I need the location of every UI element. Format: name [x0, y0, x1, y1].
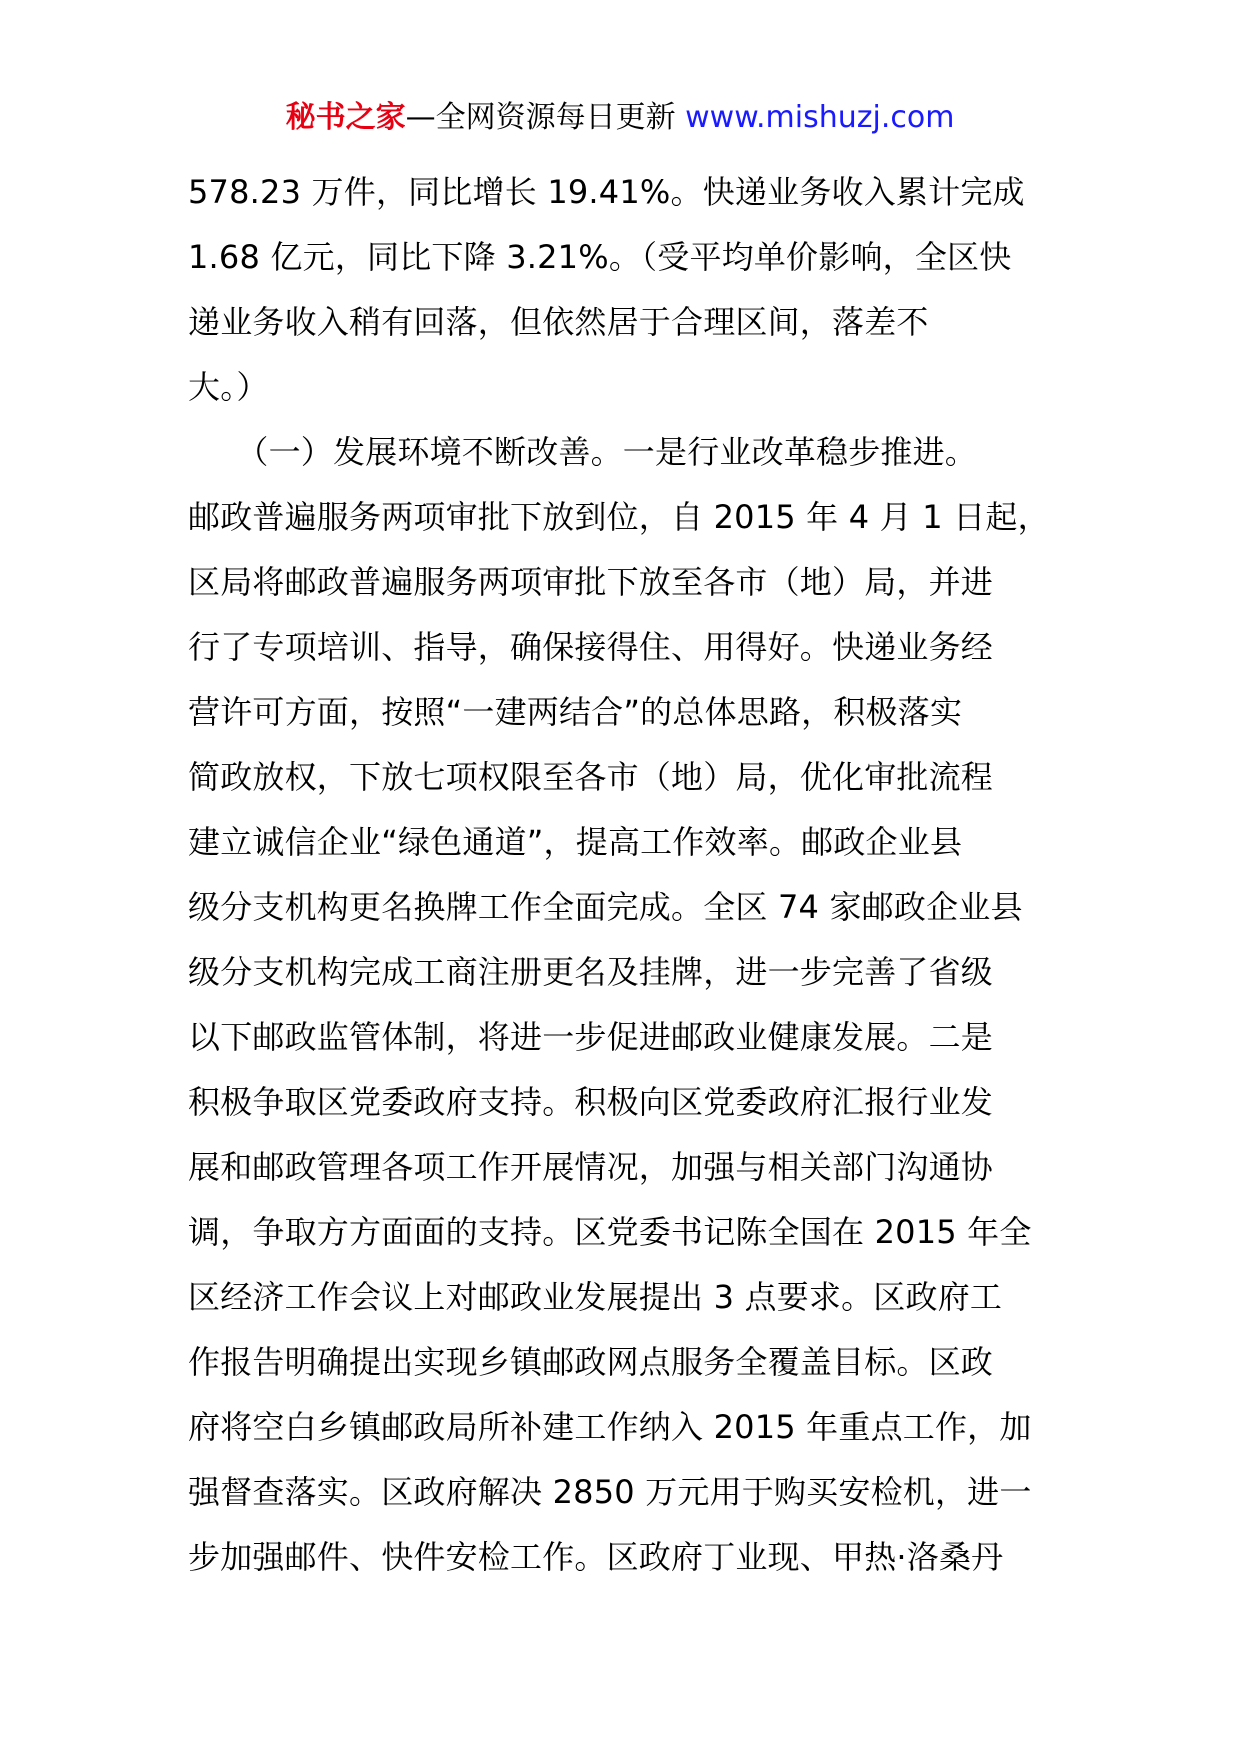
body-line: 行了专项培训、指导，确保接得住、用得好。快递业务经	[188, 628, 994, 666]
body-line: 578.23 万件，同比增长 19.41%。快递业务收入累计完成	[188, 173, 1025, 211]
body-line: 级分支机构完成工商注册更名及挂牌，进一步完善了省级	[188, 953, 994, 991]
body-line: 作报告明确提出实现乡镇邮政网点服务全覆盖目标。区政	[188, 1343, 994, 1381]
body-line: 区局将邮政普遍服务两项审批下放至各市（地）局，并进	[188, 563, 994, 601]
body-line: 区经济工作会议上对邮政业发展提出 3 点要求。区政府工	[188, 1278, 1003, 1316]
body-line: 级分支机构更名换牌工作全面完成。全区 74 家邮政企业县	[188, 888, 1023, 926]
body-line: 展和邮政管理各项工作开展情况，加强与相关部门沟通协	[188, 1148, 994, 1186]
body-line: 简政放权，下放七项权限至各市（地）局，优化审批流程	[188, 758, 994, 796]
body-line: 建立诚信企业“绿色通道”，提高工作效率。邮政企业县	[188, 823, 963, 861]
header-tagline: —全网资源每日更新	[405, 100, 686, 135]
body-line: （一）发展环境不断改善。一是行业改革稳步推进。	[188, 433, 978, 471]
body-line: 强督查落实。区政府解决 2850 万元用于购买安检机，进一	[188, 1473, 1032, 1511]
body-line: 营许可方面，按照“一建两结合”的总体思路，积极落实	[188, 693, 963, 731]
body-line: 递业务收入稍有回落，但依然居于合理区间，落差不	[188, 303, 929, 341]
body-line: 大。）	[188, 368, 269, 406]
page-header	[0, 96, 1240, 140]
header-url-link[interactable]: www.mishuzj.com	[685, 100, 955, 135]
body-line: 1.68 亿元，同比下降 3.21%。（受平均单价影响，全区快	[188, 238, 1012, 276]
body-line: 调，争取方方面面的支持。区党委书记陈全国在 2015 年全	[188, 1213, 1032, 1251]
header-brand: 秘书之家	[285, 100, 406, 135]
body-text	[188, 160, 1088, 1590]
body-line: 府将空白乡镇邮政局所补建工作纳入 2015 年重点工作，加	[188, 1408, 1032, 1446]
body-line: 步加强邮件、快件安检工作。区政府丁业现、甲热·洛桑丹	[188, 1538, 1004, 1576]
body-line: 积极争取区党委政府支持。积极向区党委政府汇报行业发	[188, 1083, 994, 1121]
body-line: 邮政普遍服务两项审批下放到位，自 2015 年 4 月 1 日起，	[188, 498, 1050, 536]
body-line: 以下邮政监管体制，将进一步促进邮政业健康发展。二是	[188, 1018, 994, 1056]
